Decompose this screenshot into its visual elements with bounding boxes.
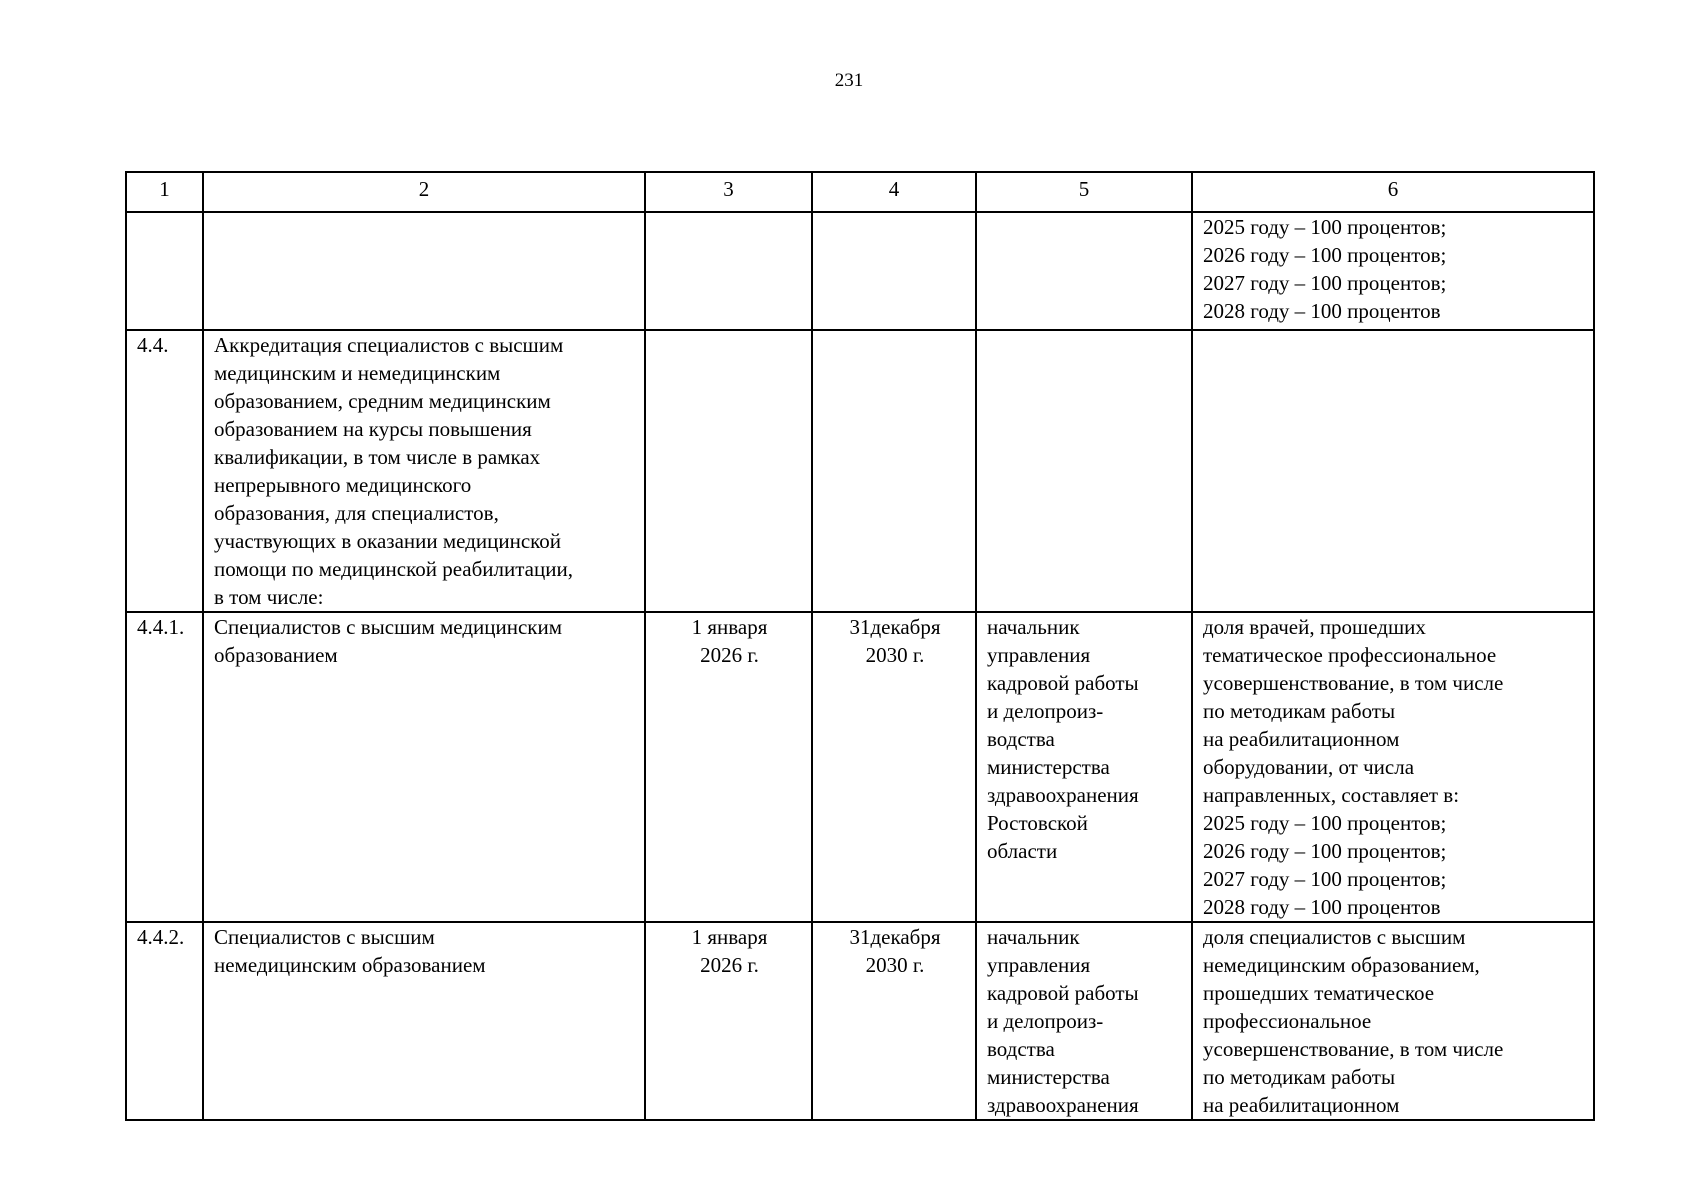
- cell-line: на реабилитационном: [1203, 727, 1400, 751]
- cell-line: по методикам работы: [1203, 1065, 1396, 1089]
- cell-line: непрерывного медицинского: [214, 473, 472, 497]
- end-date: [812, 612, 976, 922]
- cell-line: образованием на курсы повышения: [214, 417, 532, 441]
- table-row: [126, 330, 1594, 612]
- table-header-row: [126, 172, 1594, 212]
- event-name: [203, 330, 645, 612]
- column-header: 2: [203, 172, 645, 212]
- cell-line: и делопроиз-: [987, 699, 1104, 723]
- cell-line: направленных, составляет в:: [1203, 783, 1460, 807]
- cell-line: министерства: [987, 755, 1110, 779]
- event-name: [203, 212, 645, 330]
- cell-line: в том числе:: [214, 585, 324, 609]
- start-date: [645, 212, 812, 330]
- start-date: [645, 330, 812, 612]
- cell-line: 2030 г.: [865, 953, 925, 977]
- cell-line: 2027 году – 100 процентов;: [1203, 271, 1447, 295]
- cell-line: 2025 году – 100 процентов;: [1203, 215, 1447, 239]
- cell-line: водства: [987, 1037, 1055, 1061]
- cell-line: 2027 году – 100 процентов;: [1203, 867, 1447, 891]
- responsible: [976, 330, 1192, 612]
- cell-line: усовершенствование, в том числе: [1203, 1037, 1504, 1061]
- cell-line: образованием, средним медицинским: [214, 389, 551, 413]
- indicator: [1192, 612, 1594, 922]
- cell-line: управления: [987, 953, 1091, 977]
- responsible: [976, 922, 1192, 1120]
- cell-line: немедицинским образованием,: [1203, 953, 1480, 977]
- cell-line: тематическое профессиональное: [1203, 643, 1497, 667]
- row-number: 4.4.1.: [126, 612, 203, 922]
- cell-line: на реабилитационном: [1203, 1093, 1400, 1117]
- cell-line: начальник: [987, 615, 1080, 639]
- cell-line: образования, для специалистов,: [214, 501, 499, 525]
- cell-line: 1 января: [691, 615, 768, 639]
- cell-line: Специалистов с высшим медицинским: [214, 615, 563, 639]
- cell-line: доля специалистов с высшим: [1203, 925, 1466, 949]
- start-date: [645, 612, 812, 922]
- cell-line: кадровой работы: [987, 981, 1139, 1005]
- table-row: [126, 212, 1594, 330]
- cell-line: образованием: [214, 643, 338, 667]
- cell-line: квалификации, в том числе в рамках: [214, 445, 541, 469]
- cell-line: 2028 году – 100 процентов: [1203, 299, 1441, 323]
- cell-line: министерства: [987, 1065, 1110, 1089]
- column-header: 6: [1192, 172, 1594, 212]
- cell-line: 2025 году – 100 процентов;: [1203, 811, 1447, 835]
- cell-line: Аккредитация специалистов с высшим: [214, 333, 564, 357]
- cell-line: 2030 г.: [865, 643, 925, 667]
- column-header: 3: [645, 172, 812, 212]
- cell-line: 31декабря: [849, 925, 941, 949]
- responsible: [976, 612, 1192, 922]
- plan-table: [125, 171, 1595, 1121]
- end-date: [812, 922, 976, 1120]
- event-name: [203, 612, 645, 922]
- start-date: [645, 922, 812, 1120]
- cell-line: 2026 году – 100 процентов;: [1203, 839, 1447, 863]
- cell-line: 2026 году – 100 процентов;: [1203, 243, 1447, 267]
- row-number: [126, 212, 203, 330]
- indicator: [1192, 212, 1594, 330]
- end-date: [812, 212, 976, 330]
- cell-line: немедицинским образованием: [214, 953, 486, 977]
- cell-line: области: [987, 839, 1058, 863]
- table-row: [126, 922, 1594, 1120]
- cell-line: 1 января: [691, 925, 768, 949]
- indicator: [1192, 330, 1594, 612]
- cell-line: 2026 г.: [700, 643, 759, 667]
- cell-line: кадровой работы: [987, 671, 1139, 695]
- cell-line: помощи по медицинской реабилитации,: [214, 557, 573, 581]
- row-number: 4.4.: [126, 330, 203, 612]
- cell-line: 2028 году – 100 процентов: [1203, 895, 1441, 919]
- cell-line: 2026 г.: [700, 953, 759, 977]
- cell-line: управления: [987, 643, 1091, 667]
- cell-line: доля врачей, прошедших: [1203, 615, 1426, 639]
- cell-line: прошедших тематическое: [1203, 981, 1435, 1005]
- cell-line: участвующих в оказании медицинской: [214, 529, 562, 553]
- cell-line: здравоохранения: [987, 783, 1139, 807]
- page-number: 231: [834, 70, 864, 91]
- cell-line: начальник: [987, 925, 1080, 949]
- cell-line: водства: [987, 727, 1055, 751]
- cell-line: Ростовской: [987, 811, 1088, 835]
- table-row: [126, 612, 1594, 922]
- cell-line: здравоохранения: [987, 1093, 1139, 1117]
- cell-line: усовершенствование, в том числе: [1203, 671, 1504, 695]
- cell-line: и делопроиз-: [987, 1009, 1104, 1033]
- cell-line: Специалистов с высшим: [214, 925, 435, 949]
- event-name: [203, 922, 645, 1120]
- row-number: 4.4.2.: [126, 922, 203, 1120]
- cell-line: медицинским и немедицинским: [214, 361, 501, 385]
- indicator: [1192, 922, 1594, 1120]
- column-header: 1: [126, 172, 203, 212]
- cell-line: оборудовании, от числа: [1203, 755, 1415, 779]
- cell-line: 31декабря: [849, 615, 941, 639]
- end-date: [812, 330, 976, 612]
- cell-line: по методикам работы: [1203, 699, 1396, 723]
- column-header: 5: [976, 172, 1192, 212]
- column-header: 4: [812, 172, 976, 212]
- cell-line: профессиональное: [1203, 1009, 1372, 1033]
- responsible: [976, 212, 1192, 330]
